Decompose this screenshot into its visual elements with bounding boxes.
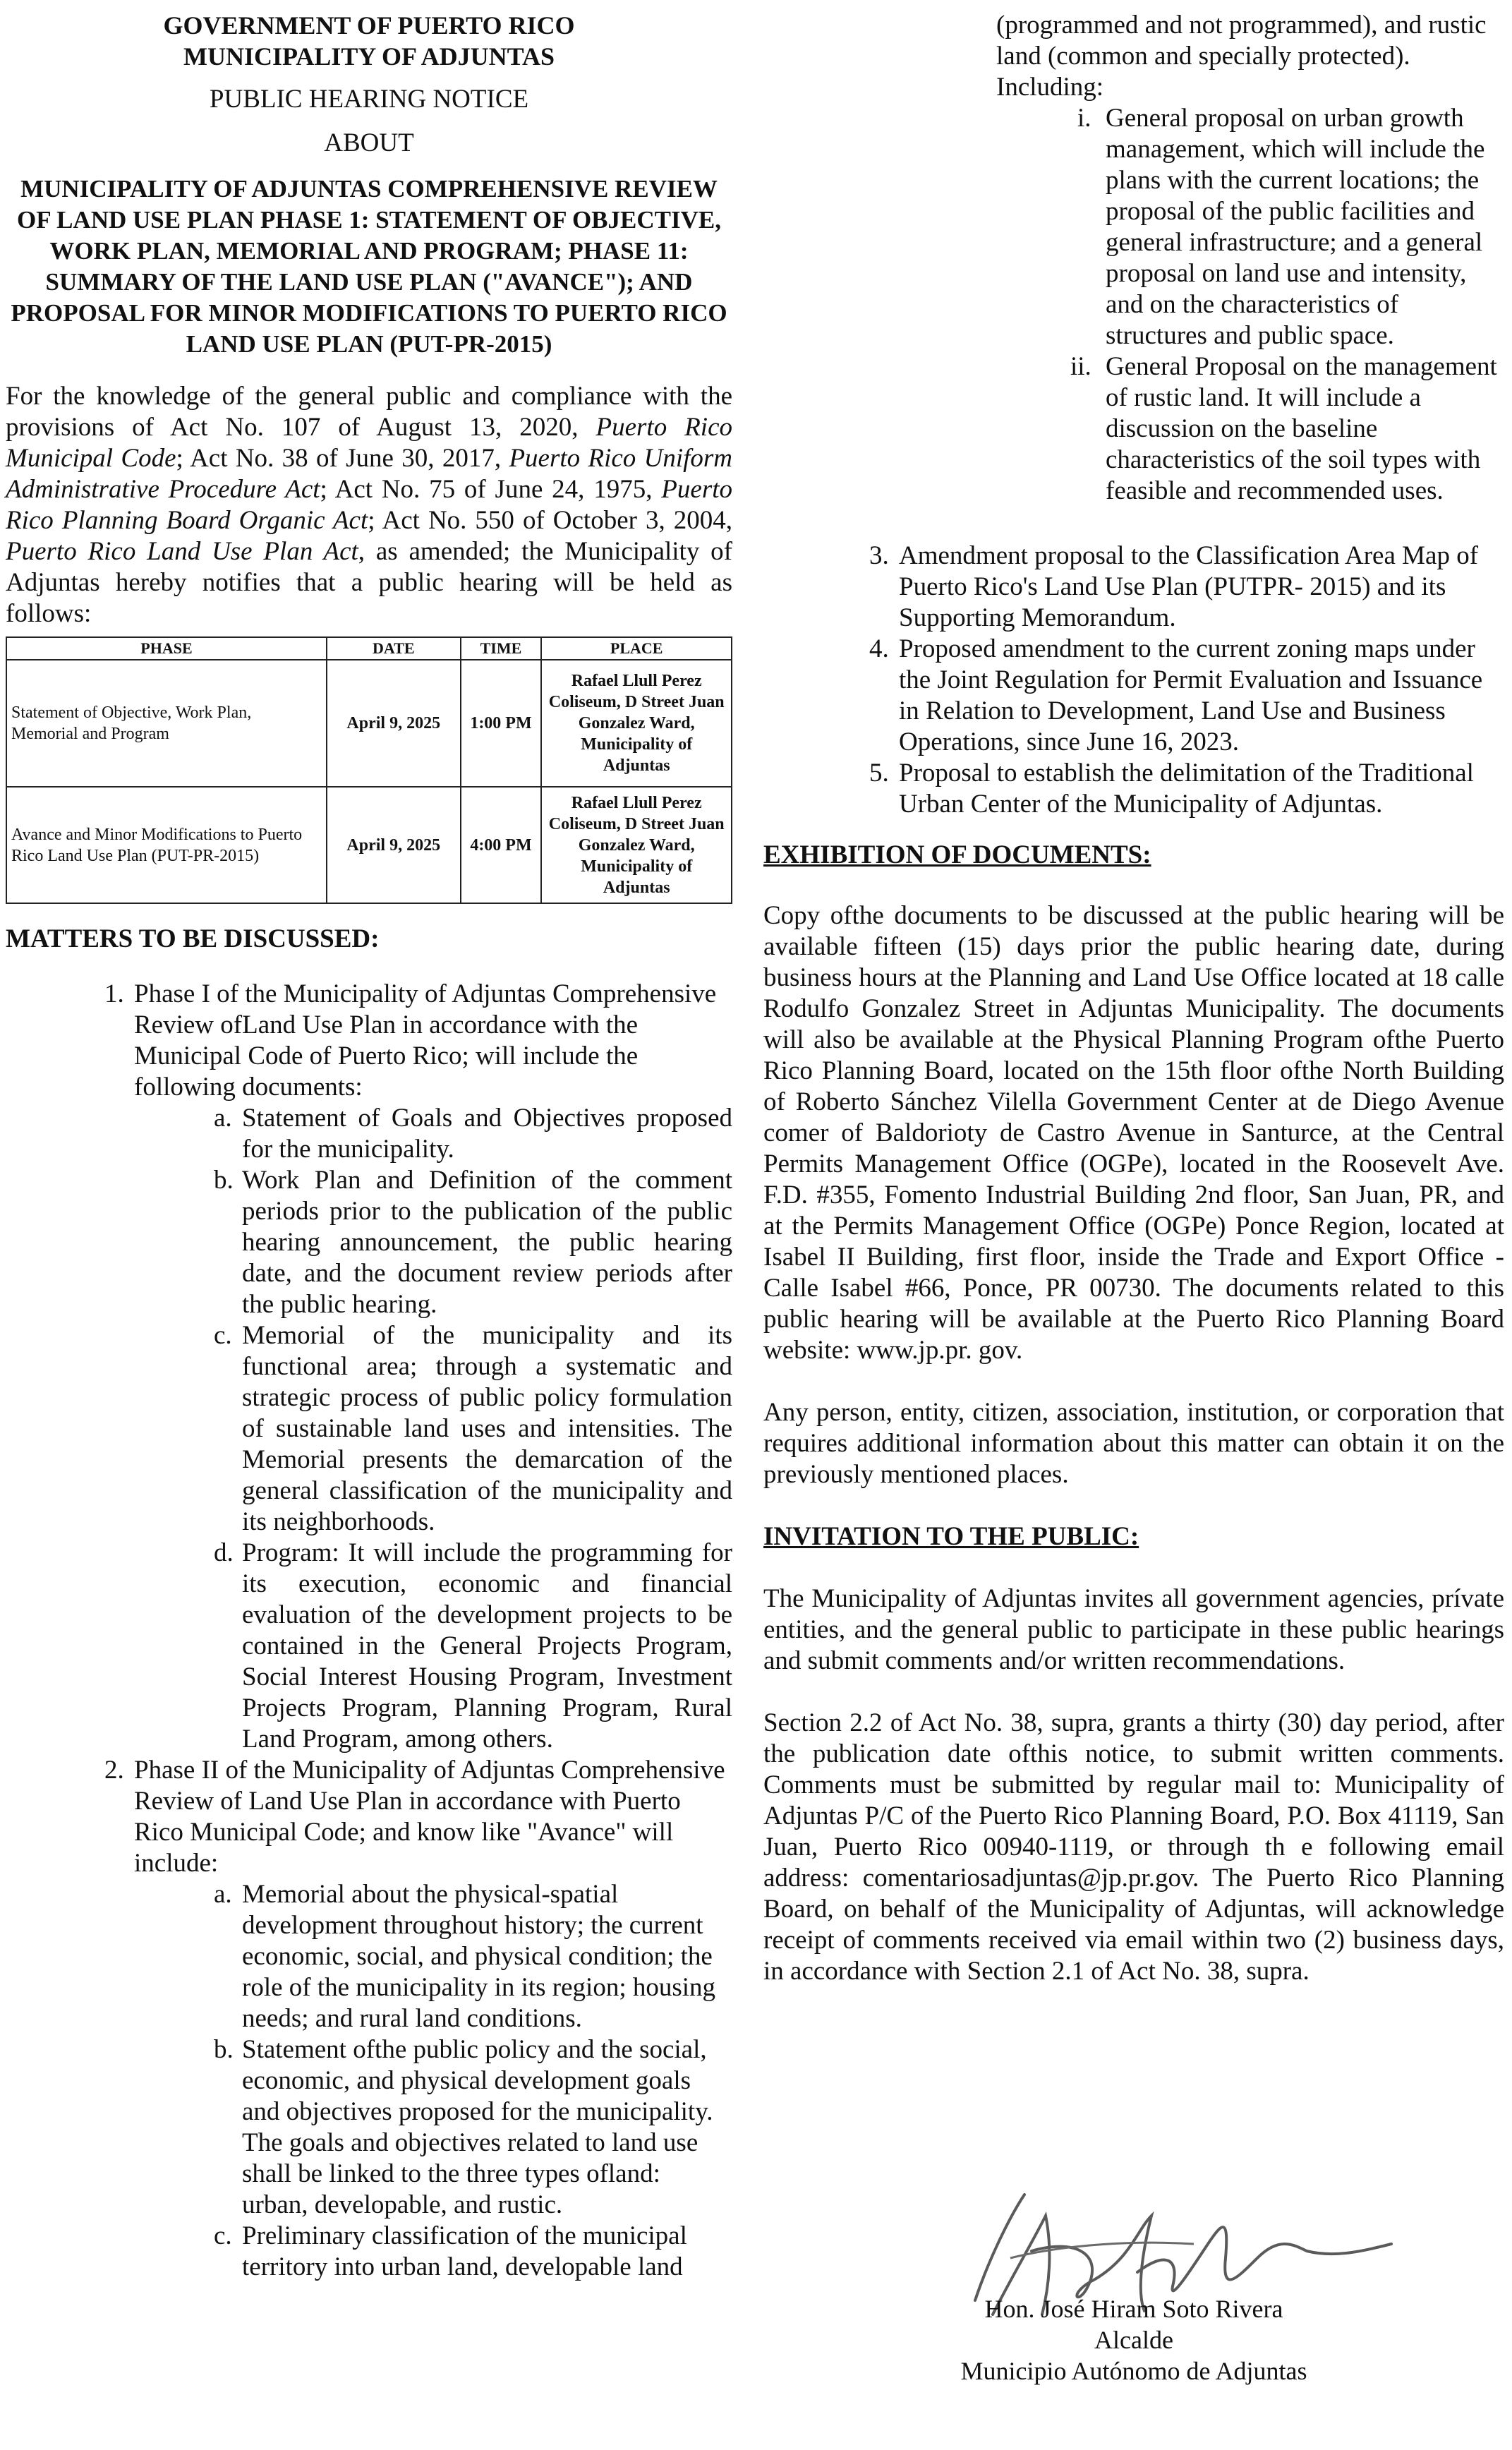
row-phase: Statement of Objective, Work Plan, Memorial and Program: [6, 660, 327, 787]
sub-item-b: b. Work Plan and Definition of the comment periods prior to the publication of the public hearing announcement, the public hearing date, and the document review periods after the public hearing.: [214, 1166, 732, 1319]
row-date: April 9, 2025: [327, 660, 461, 787]
matters-items-3-5: [869, 541, 1504, 820]
row-phase: Avance and Minor Modifications to Puerto Rico Land Use Plan (PUT-PR-2015): [6, 787, 327, 903]
item-text: Phase I of the Municipality of Adjuntas Comprehensive Review ofLand Use Plan in accordance with the Municipal Code of Puerto Rico; will include the following documents:: [134, 979, 717, 1102]
signatory-title: Alcalde: [1094, 2326, 1173, 2354]
sub-item-c: c. Preliminary classification of the municipal territory into urban land, developable land: [214, 2221, 732, 2283]
table-row: [6, 660, 732, 787]
signatory-office: Municipio Autónomo de Adjuntas: [960, 2357, 1307, 2385]
signature-block: [763, 2293, 1504, 2386]
matters-item-4: 4. Proposed amendment to the current zoning maps under the Joint Regulation for Permit Evaluation and Issuance in Relation to Development, Land Use and Business Operations, since June 16, 2023.: [869, 634, 1483, 756]
invitation-paragraph-2: Section 2.2 of Act No. 38, supra, grants a thirty (30) day period, after the publication date ofthis notice, to submit written comments. Comments must be submitted by regular mail to: Municipality of Adjuntas P/C of the Puerto Rico Planning Board, P.O. Box 41119, San Juan, Puerto Rico 00940-1119, or through th e following email address: comentariosadjuntas@jp.pr.gov. The Puerto Rico Planning Board, on behalf of the Municipality of Adjuntas, will acknowledge receipt of comments received via email within two (2) business days, in accordance with Section 2.1 of Act No. 38, supra.: [763, 1708, 1504, 1986]
matters-item-2: [104, 1755, 732, 2283]
item-number: 1.: [104, 979, 124, 1008]
schedule-header-row: [6, 637, 732, 660]
sub-item-d: d. Program: It will include the programming for its execution, economic and financial evaluation of the development projects to be contained in the General Projects Program, Social Interest Housing Program, Investment Projects Program, Planning Program, Rural Land Program, among others.: [214, 1538, 732, 1754]
government-heading: GOVERNMENT OF PUERTO RICO: [163, 11, 575, 40]
notice-title: MUNICIPALITY OF ADJUNTAS COMPREHENSIVE REVIEW OF LAND USE PLAN PHASE 1: STATEMENT OF OBJECTIVE, WORK PLAN, MEMORIAL AND PROGRAM; PHASE 11: SUMMARY OF THE LAND USE PLAN ("AVANCE"); AND PROPOSAL FOR MINOR MODIFICATIONS TO PUERTO RICO LAND USE PLAN (PUT-PR-2015): [11, 175, 727, 358]
schedule-table: [6, 636, 732, 904]
sub-item-a: a. Statement of Goals and Objectives proposed for the municipality.: [214, 1104, 732, 1164]
intro-paragraph: For the knowledge of the general public and compliance with the provisions of Act No. 107 of August 13, 2020, Puerto Rico Municipal Code; Act No. 38 of June 30, 2017, Puerto Rico Uniform Administrative Procedure Act; Act No. 75 of June 24, 1975, Puerto Rico Planning Board Organic Act; Act No. 550 of October 3, 2004, Puerto Rico Land Use Plan Act, as amended; the Municipality of Adjuntas hereby notifies that a public hearing will be held as follows:: [6, 382, 733, 628]
sub-item-b: b. Statement ofthe public policy and the social, economic, and physical development goals and objectives proposed for the municipality. The goals and objectives related to land use shall be linked to the three types ofland: urban, developable, and rustic.: [214, 2035, 713, 2219]
invitation-heading: INVITATION TO THE PUBLIC:: [763, 1522, 1139, 1551]
matters-item-5: 5. Proposal to establish the delimitation of the Traditional Urban Center of the Municipality of Adjuntas.: [869, 759, 1474, 819]
sub-item-c-text: Preliminary classification of the municipal territory into urban land, developable land: [242, 2221, 687, 2281]
invitation-paragraph-1: The Municipality of Adjuntas invites all government agencies, prívate entities, and the general public to participate in these public hearings and submit comments and/or written recommendations.: [763, 1584, 1504, 1675]
right-column: [763, 0, 1504, 2385]
sub-item-a: a. Memorial about the physical-spatial development throughout history; the current economic, social, and physical condition; the role of the municipality in its region; housing needs; and rural land conditions.: [214, 1880, 716, 2033]
about-heading: ABOUT: [324, 128, 414, 157]
row-date: April 9, 2025: [327, 787, 461, 903]
exhibition-paragraph-2: Any person, entity, citizen, association, institution, or corporation that requires additional information about this matter can obtain it on the previously mentioned places.: [763, 1398, 1504, 1489]
sub-item-ii: ii. General Proposal on the management of rustic land. It will include a discussion on the baseline characteristics of the soil types with feasible and recommended uses.: [1070, 352, 1497, 505]
notice-heading: PUBLIC HEARING NOTICE: [209, 85, 529, 114]
sub-item-c-continued: (programmed and not programmed), and rustic land (common and specially protected). Including:: [996, 11, 1487, 102]
matters-heading: MATTERS TO BE DISCUSSED:: [6, 924, 380, 953]
row-time: 1:00 PM: [461, 660, 542, 787]
signatory-name: Hon. José Hiram Soto Rivera: [984, 2295, 1283, 2323]
table-row: [6, 787, 732, 903]
header-place: PLACE: [541, 637, 732, 660]
municipality-heading: MUNICIPALITY OF ADJUNTAS: [183, 42, 555, 71]
exhibition-paragraph-1: Copy ofthe documents to be discussed at the public hearing will be available fifteen (15) days prior the public hearing date, during business hours at the Planning and Land Use Office located at 18 calle Rodulfo Gonzalez Street in Adjuntas Municipality. The documents will also be available at the Physical Planning Program ofthe Puerto Rico Planning Board, located on the 15th floor ofthe North Building of Roberto Sánchez Vilella Government Center at de Diego Avenue comer of Baldorioty de Castro Avenue in Santurce, at the Central Permits Management Office (OGPe), located in the Roosevelt Ave. F.D. #355, Fomento Industrial Building 2nd floor, San Juan, PR, and at the Permits Management Office (OGPe) Ponce Region, located at Isabel II Building, first floor, inside the Trade and Export Office - Calle Isabel #66, Ponce, PR 00730. The documents related to this public hearing will be available at the Puerto Rico Planning Board website: www.jp.pr. gov.: [763, 901, 1504, 1365]
sub-item-i: i. General proposal on urban growth management, which will include the plans with the current locations; the proposal of the public facilities and general infrastructure; and a general proposal on land use and intensity, and on the characteristics of structures and public space.: [1077, 104, 1485, 350]
header-time: TIME: [461, 637, 542, 660]
header-date: DATE: [327, 637, 461, 660]
item-number: 2.: [104, 1756, 124, 1785]
header-phase: PHASE: [6, 637, 327, 660]
item-text: Phase II of the Municipality of Adjuntas Comprehensive Review of Land Use Plan in accordance with Puerto Rico Municipal Code; and know like "Avance" will include:: [134, 1756, 725, 1878]
exhibition-heading: EXHIBITION OF DOCUMENTS:: [763, 840, 1151, 869]
left-column: [6, 0, 732, 2283]
row-time: 4:00 PM: [461, 787, 542, 903]
row-place: Rafael Llull Perez Coliseum, D Street Juan Gonzalez Ward, Municipality of Adjuntas: [541, 787, 732, 903]
row-place: Rafael Llull Perez Coliseum, D Street Juan Gonzalez Ward, Municipality of Adjuntas: [541, 660, 732, 787]
matters-item-1: [104, 979, 732, 1755]
sub-item-c: c. Memorial of the municipality and its functional area; through a systematic and strategic process of public policy formulation of sustainable land uses and intensities. The Memorial presents the demarcation of the general classification of the municipality and its neighborhoods.: [214, 1321, 732, 1536]
matters-item-3: 3. Amendment proposal to the Classification Area Map of Puerto Rico's Land Use Plan (PUTPR- 2015) and its Supporting Memorandum.: [869, 541, 1479, 632]
